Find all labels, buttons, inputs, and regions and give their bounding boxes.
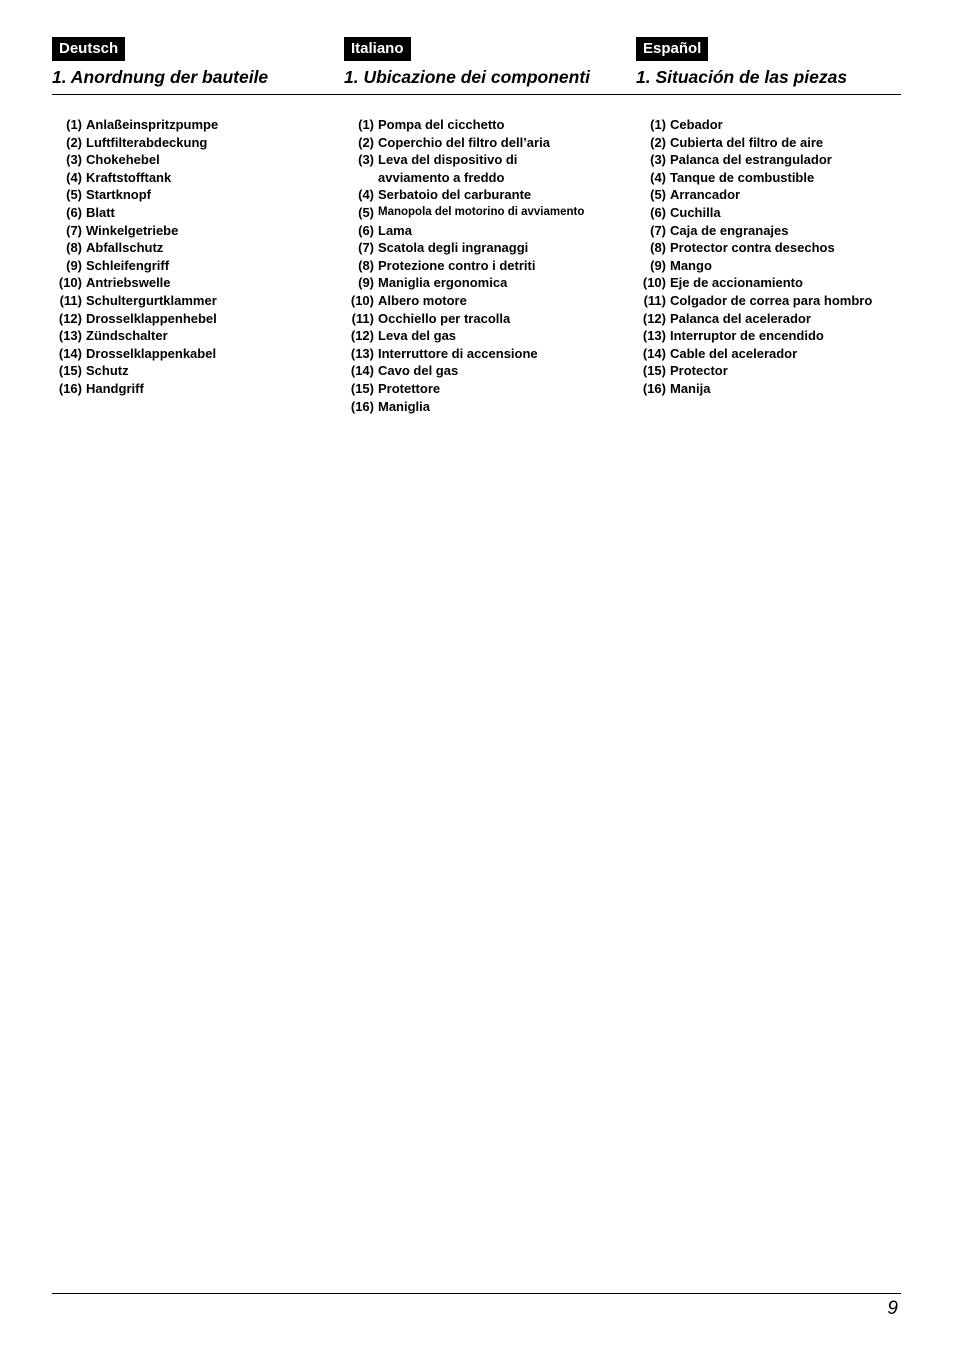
page-number: 9 [887, 1298, 898, 1319]
item-label: Serbatoio del carburante [378, 187, 532, 203]
item-number: (9) [66, 257, 82, 273]
list-item [636, 362, 906, 380]
item-label: Palanca del acelerador [670, 310, 811, 326]
item-label: Maniglia ergonomica [378, 275, 508, 291]
item-label: Schultergurtklammer [86, 292, 217, 308]
item-number: (10) [58, 275, 82, 291]
column-espanol [636, 37, 906, 398]
item-label: Tanque de combustible [670, 169, 815, 185]
list-item [52, 204, 322, 222]
list-item [344, 274, 614, 292]
list-item [52, 116, 322, 134]
list-item [344, 310, 614, 328]
item-label: Scatola degli ingranaggi [378, 240, 529, 256]
item-label: Startknopf [86, 187, 151, 203]
header-divider [52, 94, 901, 95]
item-label: Anlaßeinspritzpumpe [86, 117, 219, 132]
list-item [636, 169, 906, 187]
item-label: Albero motore [378, 292, 467, 308]
item-number: (12) [642, 310, 666, 326]
item-number: (16) [350, 398, 374, 414]
item-label: Arrancador [670, 187, 741, 203]
item-number: (6) [358, 222, 374, 238]
item-number: (8) [358, 257, 374, 273]
item-number: (5) [66, 187, 82, 203]
item-label: Protector [670, 363, 728, 379]
list-item [636, 257, 906, 275]
item-number: (7) [66, 222, 82, 238]
list-item [344, 345, 614, 363]
item-number: (6) [66, 204, 82, 220]
language-tag: Español [636, 37, 708, 61]
item-number: (2) [650, 134, 666, 150]
item-number: (1) [66, 117, 82, 132]
item-label: Leva del dispositivo di avviamento a freddo [378, 152, 518, 185]
item-label: Leva del gas [378, 328, 457, 344]
list-item [344, 380, 614, 398]
list-item [636, 186, 906, 204]
language-tag: Italiano [344, 37, 411, 61]
language-tag: Deutsch [52, 37, 125, 61]
list-item [52, 345, 322, 363]
item-label: Eje de accionamiento [670, 275, 803, 291]
section-title: 1. Ubicazione dei componenti [344, 67, 591, 87]
item-label: Antriebswelle [86, 275, 171, 291]
item-label: Abfallschutz [86, 240, 164, 256]
section-title: 1. Situación de las piezas [636, 67, 848, 87]
list-item [52, 169, 322, 187]
section-title: 1. Anordnung der bauteile [52, 67, 269, 87]
item-label: Luftfilterabdeckung [86, 134, 208, 150]
list-item [344, 204, 614, 222]
item-number: (16) [58, 380, 82, 396]
list-item [636, 274, 906, 292]
list-item [344, 239, 614, 257]
list-item [344, 398, 614, 416]
column-deutsch [52, 37, 322, 398]
item-number: (2) [358, 134, 374, 150]
list-item [344, 116, 614, 134]
list-item [636, 134, 906, 152]
list-item [52, 274, 322, 292]
item-label: Schutz [86, 363, 129, 379]
list-item [636, 222, 906, 240]
list-item [52, 239, 322, 257]
list-item [52, 327, 322, 345]
list-item [636, 380, 906, 398]
item-label: Cable del acelerador [670, 345, 798, 361]
item-number: (15) [642, 363, 666, 379]
item-number: (3) [66, 152, 82, 168]
list-item [636, 345, 906, 363]
list-item [52, 257, 322, 275]
parts-list [52, 116, 322, 398]
item-number: (5) [358, 204, 374, 220]
list-item [52, 310, 322, 328]
list-item [52, 151, 322, 169]
item-label: Pompa del cicchetto [378, 117, 505, 132]
item-label: Coperchio del filtro dell’aria [378, 134, 550, 150]
item-number: (11) [59, 292, 82, 308]
item-number: (15) [58, 363, 82, 379]
item-number: (11) [351, 310, 374, 326]
item-number: (1) [358, 117, 374, 132]
item-number: (8) [66, 240, 82, 256]
item-number: (7) [358, 240, 374, 256]
item-number: (3) [358, 152, 374, 168]
item-label: Cebador [670, 117, 723, 132]
item-label: Mango [670, 257, 712, 273]
item-label: Palanca del estrangulador [670, 152, 832, 168]
item-number: (4) [358, 187, 374, 203]
item-number: (4) [66, 169, 82, 185]
item-label: Interruptor de encendido [670, 328, 824, 344]
item-label: Lama [378, 222, 412, 238]
parts-list [636, 116, 906, 398]
footer-divider [52, 1293, 901, 1294]
item-label: Chokehebel [86, 152, 160, 168]
item-number: (16) [642, 380, 666, 396]
item-number: (11) [643, 292, 666, 308]
list-item [344, 222, 614, 240]
list-item [344, 292, 614, 310]
list-item [344, 186, 614, 204]
item-number: (12) [350, 328, 374, 344]
item-label: Manija [670, 380, 711, 396]
list-item [636, 292, 906, 310]
item-label: Cavo del gas [378, 363, 459, 379]
item-label: Maniglia [378, 398, 431, 414]
item-label: Drosselklappenkabel [86, 345, 217, 361]
item-label: Handgriff [86, 380, 144, 396]
item-label: Kraftstofftank [86, 169, 172, 185]
item-number: (13) [642, 328, 666, 344]
list-item [636, 151, 906, 169]
item-number: (5) [650, 187, 666, 203]
item-label: Manopola del motorino di avviamento [378, 205, 585, 218]
item-number: (8) [650, 240, 666, 256]
item-label: Protector contra desechos [670, 240, 835, 256]
item-number: (2) [66, 134, 82, 150]
item-number: (7) [650, 222, 666, 238]
item-number: (10) [642, 275, 666, 291]
list-item [636, 327, 906, 345]
list-item [636, 116, 906, 134]
item-number: (14) [350, 363, 374, 379]
list-item [52, 380, 322, 398]
list-item [636, 204, 906, 222]
item-number: (12) [58, 310, 82, 326]
item-label: Zündschalter [86, 328, 168, 344]
item-number: (6) [650, 204, 666, 220]
item-number: (15) [350, 380, 374, 396]
item-number: (14) [642, 345, 666, 361]
item-label: Winkelgetriebe [86, 222, 179, 238]
item-label: Protettore [378, 380, 441, 396]
list-item [636, 239, 906, 257]
item-number: (13) [350, 345, 374, 361]
list-item [344, 151, 614, 186]
list-item [52, 222, 322, 240]
list-item [344, 362, 614, 380]
item-number: (4) [650, 169, 666, 185]
item-label: Cuchilla [670, 204, 721, 220]
item-number: (9) [650, 257, 666, 273]
item-number: (3) [650, 152, 666, 168]
item-number: (1) [650, 117, 666, 132]
item-label: Interruttore di accensione [378, 345, 538, 361]
item-label: Drosselklappenhebel [86, 310, 217, 326]
list-item [52, 292, 322, 310]
list-item [344, 327, 614, 345]
item-label: Blatt [86, 204, 115, 220]
item-number: (14) [58, 345, 82, 361]
item-label: Protezione contro i detriti [378, 257, 536, 273]
item-label: Cubierta del filtro de aire [670, 134, 824, 150]
item-label: Colgador de correa para hombro [670, 292, 873, 308]
item-label: Schleifengriff [86, 257, 170, 273]
list-item [344, 257, 614, 275]
list-item [344, 134, 614, 152]
list-item [52, 186, 322, 204]
item-number: (13) [58, 328, 82, 344]
item-number: (10) [350, 292, 374, 308]
item-number: (9) [358, 275, 374, 291]
list-item [52, 362, 322, 380]
list-item [636, 310, 906, 328]
item-label: Caja de engranajes [670, 222, 789, 238]
parts-list [344, 116, 614, 415]
item-label: Occhiello per tracolla [378, 310, 511, 326]
list-item [52, 134, 322, 152]
